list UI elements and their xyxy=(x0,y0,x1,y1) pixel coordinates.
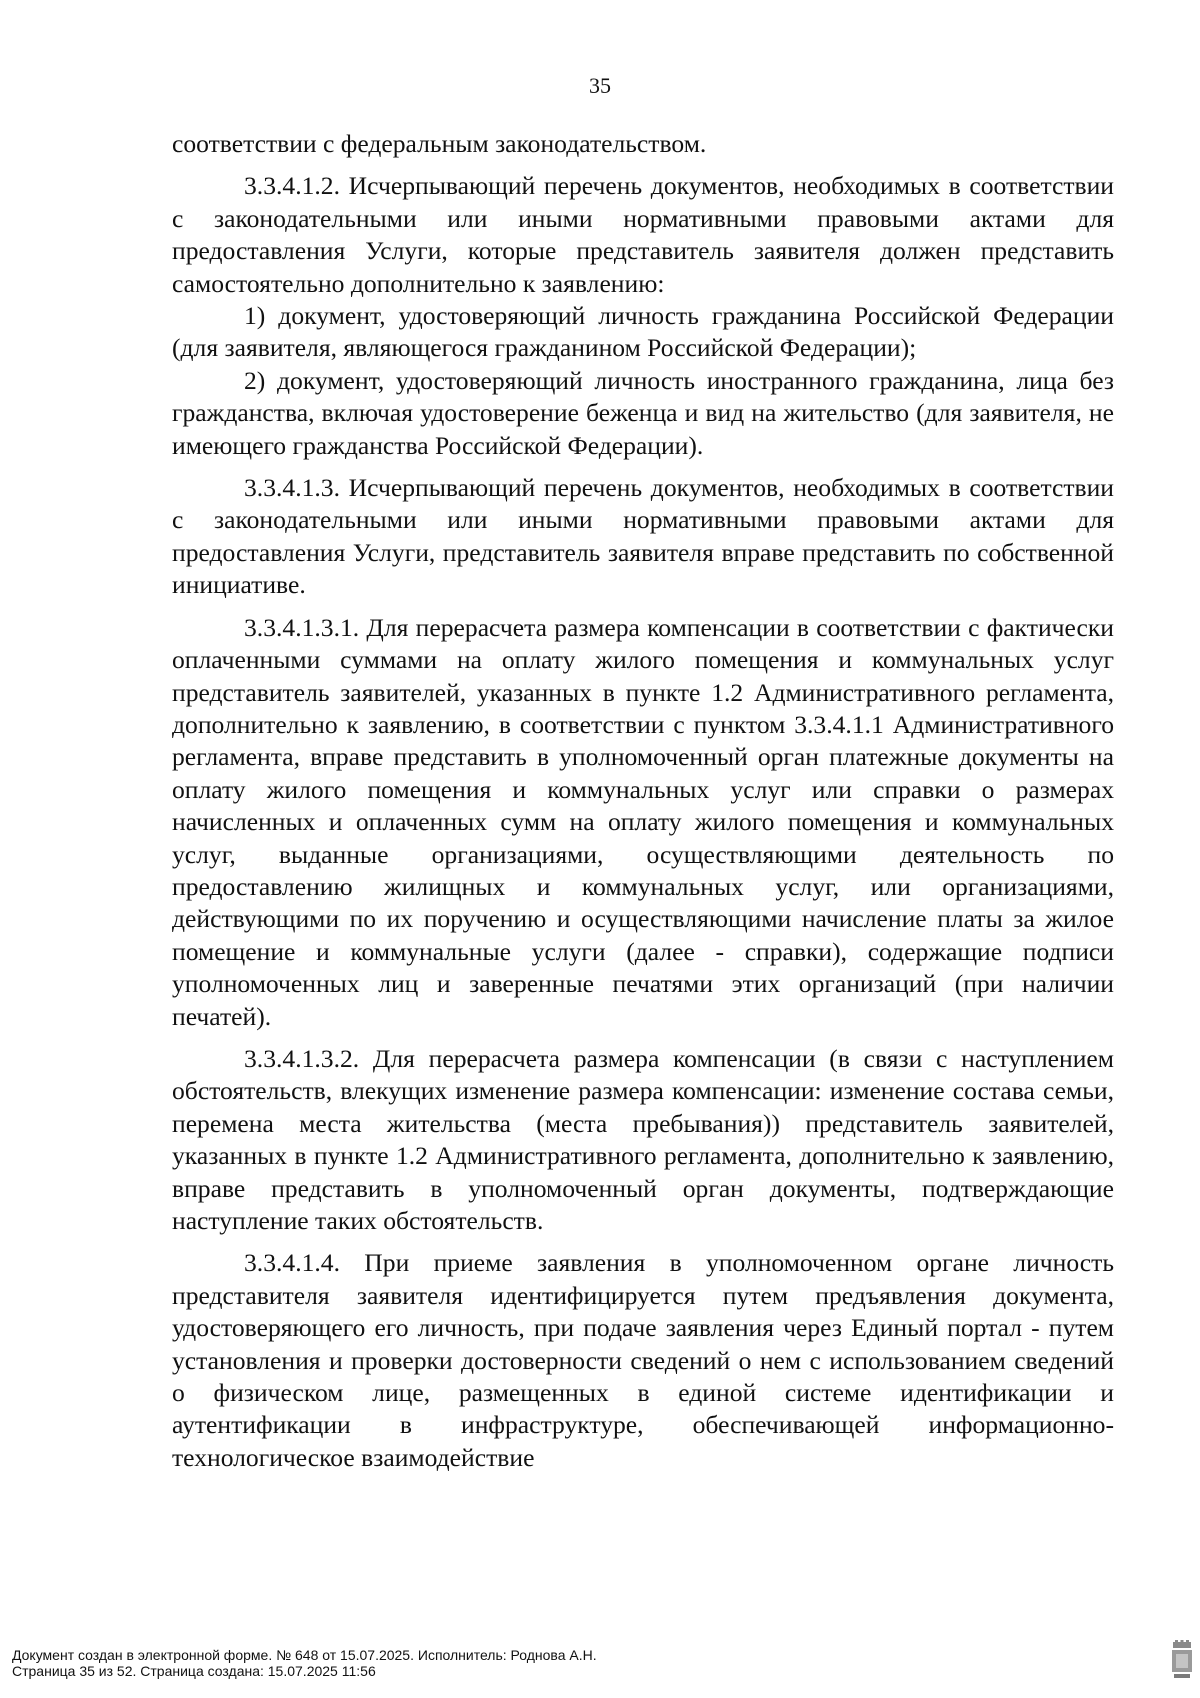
document-body xyxy=(172,128,1114,1474)
page-number: 35 xyxy=(589,73,611,98)
paragraph-3-3-4-1-3: 3.3.4.1.3. Исчерпывающий перечень документов, необходимых в соответствии с законодательными или иными нормативными правовыми актами для предоставления Услуги, представитель заявителя вправе представить по собственной инициативе. xyxy=(172,473,1114,600)
paragraph-continuation: соответствии с федеральным законодательством. xyxy=(172,129,707,158)
paragraph-3-3-4-1-3-2: 3.3.4.1.3.2. Для перерасчета размера компенсации (в связи с наступлением обстоятельств, влекущих изменение размера компенсации: изменение состава семьи, перемена места жительства (места пребывания)) представитель заявителей, указанных в пункте 1.2 Административного регламента, дополнительно к заявлению, вправе представить в уполномоченный орган документы, подтверждающие наступление таких обстоятельств. xyxy=(172,1043,1114,1235)
footer-line-2: Страница 35 из 52. Страница создана: 15.07.2025 11:56 xyxy=(12,1663,376,1679)
paragraph-3-3-4-1-3-1: 3.3.4.1.3.1. Для перерасчета размера компенсации в соответствии с фактически оплаченными суммами на оплату жилого помещения и коммунальных услуг представитель заявителей, указанных в пункте 1.2 Административного регламента, дополнительно к заявлению, в соответствии с пунктом 3.3.4.1.1 Административного регламента, вправе представить в уполномоченный орган платежные документы на оплату жилого помещения и коммунальных услуг или справки о размерах начисленных и оплаченных сумм на оплату жилого помещения и коммунальных услуг, выданные организациями, осуществляющими деятельность по предоставлению жилищных и коммунальных услуг, или организациями, действующими по их поручению и осуществляющими начисление платы за жилое помещение и коммунальные услуги (далее - справки), содержащие подписи уполномоченных лиц и заверенные печатями этих организаций (при наличии печатей). xyxy=(172,612,1114,1031)
paragraph-3-3-4-1-4: 3.3.4.1.4. При приеме заявления в уполномоченном органе личность представителя заявителя идентифицируется путем предъявления документа, удостоверяющего его личность, при подаче заявления через Единый портал - путем установления и проверки достоверности сведений о нем с использованием сведений о физическом лице, размещенных в единой системе идентификации и аутентификации в инфраструктуре, обеспечивающей информационно-технологическое взаимодействие xyxy=(172,1248,1114,1472)
document-footer xyxy=(12,1647,1112,1679)
coat-of-arms-icon xyxy=(1171,1640,1193,1680)
list-item-2: 2) документ, удостоверяющий личность иностранного гражданина, лица без гражданства, включая удостоверение беженца и вид на жительство (для заявителя, не имеющего гражданства Российской Федерации). xyxy=(172,365,1114,460)
footer-line-1: Документ создан в электронной форме. № 648 от 15.07.2025. Исполнитель: Роднова А.Н. xyxy=(12,1647,597,1663)
paragraph-3-3-4-1-2: 3.3.4.1.2. Исчерпывающий перечень документов, необходимых в соответствии с законодательными или иными нормативными правовыми актами для предоставления Услуги, которые представитель заявителя должен представить самостоятельно дополнительно к заявлению: xyxy=(172,171,1114,298)
list-item-1: 1) документ, удостоверяющий личность гражданина Российской Федерации (для заявителя, являющегося гражданином Российской Федерации); xyxy=(172,301,1114,363)
